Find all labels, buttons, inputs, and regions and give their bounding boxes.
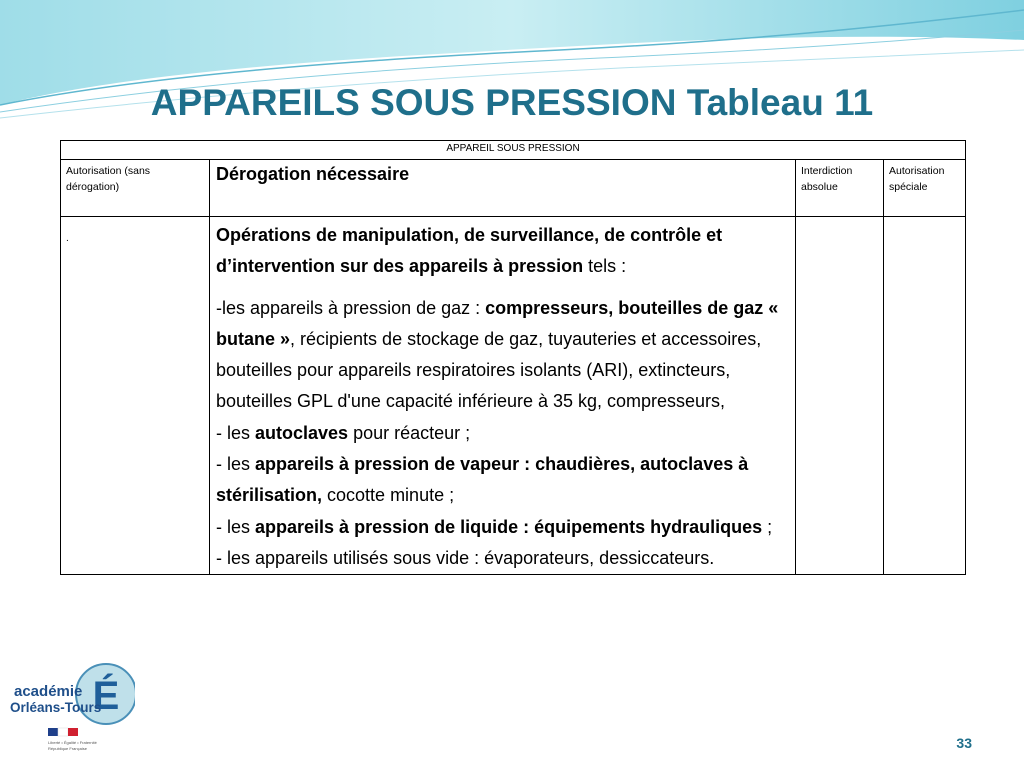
special-authorisation-cell [884,217,966,575]
col-header-interdiction: Interdiction absolue [796,160,884,217]
content-row [61,217,966,575]
academie-orleans-tours-logo [10,660,135,755]
page-number: 33 [956,735,972,751]
svg-text:É: É [92,674,120,718]
authorisation-cell: . [61,217,210,575]
col-header-authorisation: Autorisation (sans dérogation) [61,160,210,217]
table-header-row [61,141,966,160]
pressure-equipment-table [60,140,966,575]
intro-paragraph: Opérations de manipulation, de surveillance, de contrôle et d’intervention sur des appareils à pression tels : [216,225,723,277]
interdiction-cell [796,217,884,575]
table-header-title: APPAREIL SOUS PRESSION [61,141,966,160]
slide-title: APPAREILS SOUS PRESSION Tableau 11 [150,82,874,123]
logo-text-academie: académie [14,683,83,700]
list-item-gas: -les appareils à pression de gaz : compresseurs, bouteilles de gaz « butane », récipients de stockage de gaz, tuyauteries et accessoires, bouteilles pour appareils respiratoires isolants (ARI), extincteurs, bouteilles GPL d'une capacité inférieure à 35 kg, compresseurs, [216,297,779,412]
logo-text-orleans-tours: Orléans-Tours [10,700,102,715]
logo-republic: République Française [48,746,87,751]
list-item-autoclaves: - les autoclaves pour réacteur ; [216,422,471,443]
column-headers-row [61,160,966,217]
list-item-steam: - les appareils à pression de vapeur : chaudières, autoclaves à stérilisation, cocotte minute ; [216,454,749,506]
col-header-derogation: Dérogation nécessaire [210,160,796,217]
list-item-liquid: - les appareils à pression de liquide : équipements hydrauliques ; [216,516,773,537]
col-header-special-authorisation: Autorisation spéciale [884,160,966,217]
logo-motto: Liberté • Égalité • Fraternité [48,740,97,745]
derogation-cell [210,217,796,575]
list-item-vacuum: - les appareils utilisés sous vide : évaporateurs, dessiccateurs. [216,547,715,568]
